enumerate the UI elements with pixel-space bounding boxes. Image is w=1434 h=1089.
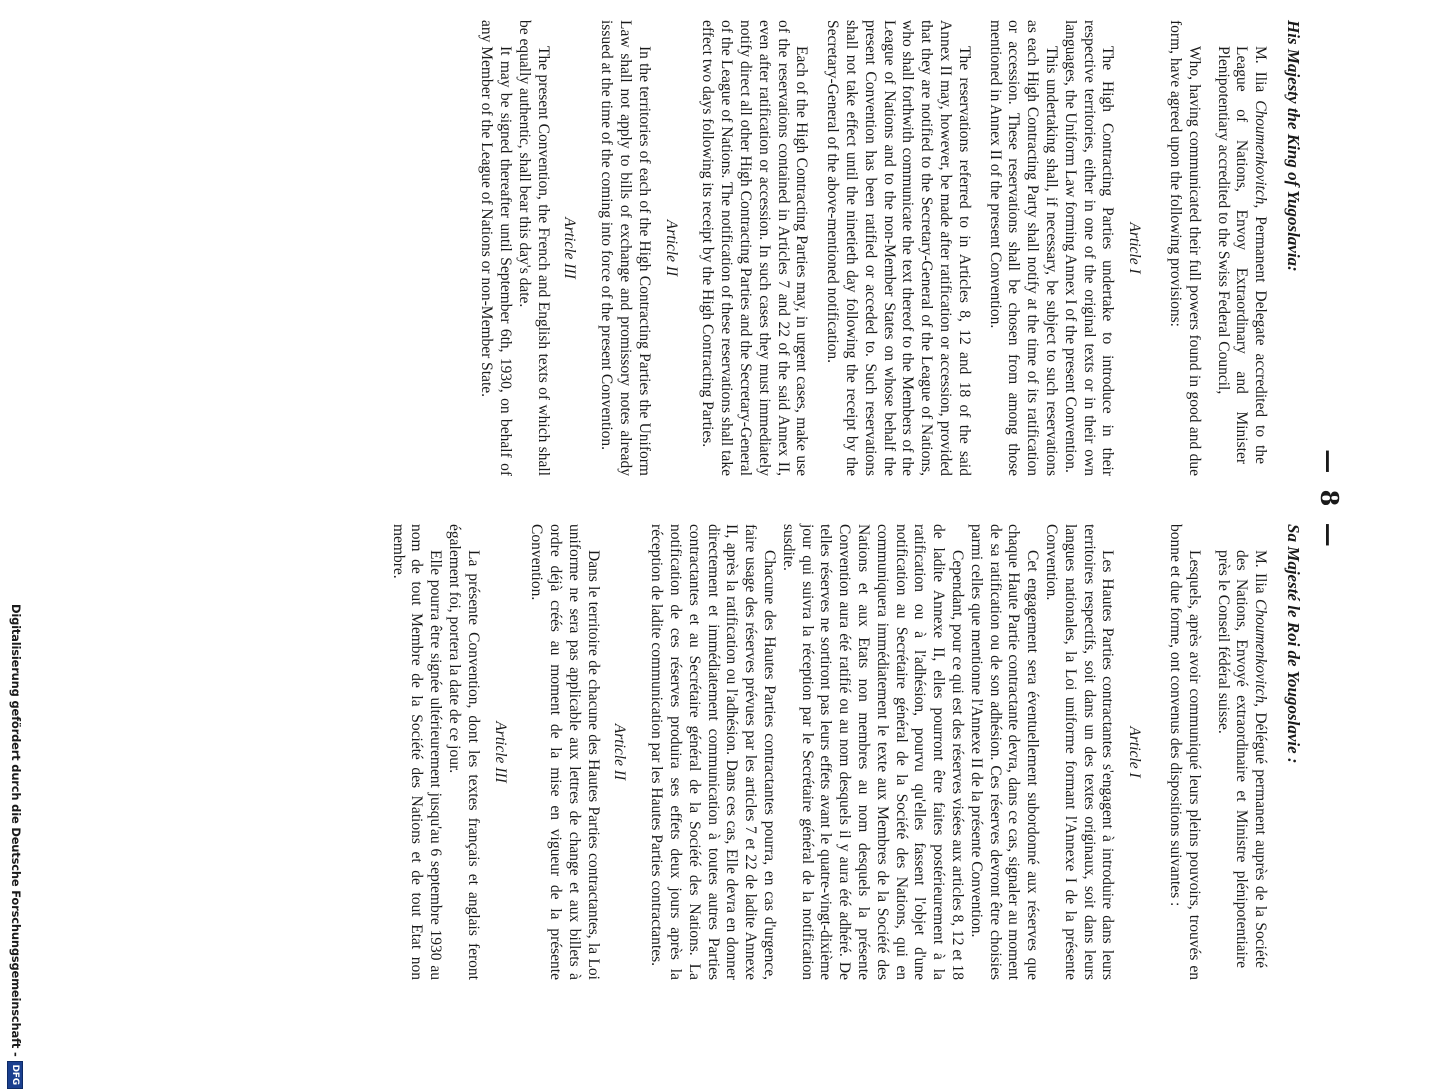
article-3-paragraph-2-en: It may be signed thereafter until September 6th, 1930, on behalf of any Member of the League of Nations or non-Member State. [478, 20, 515, 476]
delegate-name-fr: Choumenkovitch, [1252, 598, 1270, 708]
article-1-heading-en: Article I [1126, 222, 1144, 274]
delegate-en [1213, 20, 1269, 464]
sovereign-heading-en: His Majesty the King of Yugoslavia: [1284, 20, 1303, 272]
article-1-heading-fr: Article I [1126, 726, 1144, 778]
delegate-name-en: Choumenkovitch, [1252, 100, 1270, 209]
article-3-paragraph-1-en: The present Convention, the French and English texts of which shall be equally authentic, shall bear this day's date. [515, 20, 552, 476]
article-1-paragraph-4-en: Each of the High Contracting Parties may, in urgent cases, make use of the reservations contained in Articles 7 and 22 of the said Annex II, even after ratification or accession. In such cases they must immediately notify direct all other High Contracting Parties and the Secretary-General of the League of Nations. The notification of these reservations shall take effect two days following its receipt by the High Contracting Parties. [699, 20, 811, 476]
article-1-paragraph-1-en: The High Contracting Parties undertake to introduce in their respective territories, either in one of the original texts or in their own languages, the Uniform Law forming Annex I of the present Convention. [1061, 20, 1117, 476]
delegate-prefix-en: M. Ilia [1252, 46, 1270, 101]
digitization-credit-text: Digitalisierung gefördert durch die Deutsche Forschungsgemeinschaft - [9, 604, 23, 1057]
preamble-en: Who, having communicated their full powers found in good and due form, have agreed upon the following provisions: [1167, 20, 1203, 476]
dfg-logo-icon: DFG [8, 1061, 24, 1089]
article-2-heading-en: Article II [662, 219, 680, 277]
article-1-paragraph-1-fr: Les Hautes Parties contractantes s'engagent à introduire dans leurs territoires respectifs, soit dans un des textes originaux, soit dans leurs langues nationales, la Loi uniforme formant l'Annexe I de la présente Convention. [1043, 524, 1117, 980]
page-number: — 8 — [1315, 449, 1344, 551]
preamble-fr: Lesquels, après avoir communiqué leurs pleins pouvoirs, trouvés en bonne et due forme, ont convenus des dispositions suivantes : [1167, 524, 1203, 980]
article-3-paragraph-1-fr: La présente Convention, dont les textes français et anglais feront également foi, portera la date de ce jour. [445, 524, 482, 980]
delegate-fr [1213, 524, 1269, 968]
article-1-paragraph-4-fr: Chacune des Hautes Parties contractantes pourra, en cas d'urgence, faire usage des réserves prévues par les articles 7 et 22 de ladite Annexe II, après la ratification ou l'adhésion. Dans ces cas, Elle devra en donner directement et immédiatement communication à toutes autres Parties contractantes et au Secrétaire général de la Société des Nations. La notification de ces réserves produira ses effets deux jours après la réception de ladite communication par les Hautes Parties contractantes. [648, 524, 779, 980]
delegate-title-en: Permanent Delegate accredited to the League of Nations, Envoy Extraordinary and Minister Plenipotentiary accredited to the Swiss Federal Council, [1214, 46, 1270, 464]
article-1-paragraph-3-en: The reservations referred to in Articles 8, 12 and 18 of the said Annex II may, however, be made after ratification or accession, provided that they are notified to the Secretary-General of the League of Nations, who shall forthwith communicate the text thereof to the Members of the League of Nations and to the non-Member States on whose behalf the present Convention has been ratified or acceded to. Such reservations shall not take effect until the ninetieth day following the receipt by the Secretary-General of the above-mentioned notification. [824, 20, 973, 476]
delegate-prefix-fr: M. Ilia [1252, 550, 1270, 599]
article-1-paragraph-3-fr: Cependant, pour ce qui est des réserves visées aux articles 8, 12 et 18 de ladite Annexe II, elles pourront être faites postérieurement à la ratification ou à l'adhésion, pourvu qu'elles fassent l'objet d'une notification au Secrétaire général de la Société des Nations, qui en communiquera immédiatement le texte aux Membres de la Société des Nations et aux Etats non membres au nom desquels la présente Convention aura été ratifié ou au nom desquels il y aura été adhéré. De telles réserves ne sortiront pas leurs effets avant le quatre-vingt-dixième jour qui suivra la réception par le Secrétaire général de la notification susdite. [779, 524, 967, 980]
article-3-paragraph-2-fr: Elle pourra être signée ultérieurement jusqu'au 6 septembre 1930 au nom de tout Membre de la Société des Nations et de tout Etat non membre. [389, 524, 445, 980]
article-2-paragraph-1-en: In the territories of each of the High Contracting Parties the Uniform Law shall not apply to bills of exchange and promissory notes already issued at the time of the coming into force of the present Convention. [598, 20, 653, 476]
article-3-heading-fr: Article III [491, 721, 509, 783]
article-2-heading-fr: Article II [611, 723, 629, 781]
english-column [477, 20, 1302, 476]
article-2-paragraph-1-fr: Dans le territoire de chacune des Hautes Parties contractantes, la Loi uniforme ne sera pas applicable aux lettres de change et aux billets à ordre déjà créés au moment de la mise en vigueur de la présente Convention. [528, 524, 602, 980]
delegate-title-fr: Délégué permanent auprès de la Société des Nations, Envoyé extraordinaire et Ministre plénipotentiaire près le Conseil fédéral suisse. [1214, 550, 1270, 968]
sovereign-heading-fr: Sa Majesté le Roi de Yougoslavie : [1284, 524, 1303, 764]
french-column [388, 524, 1302, 980]
article-1-paragraph-2-fr: Cet engagement sera éventuellement subordonné aux réserves que chaque Haute Partie contractante devra, dans ce cas, signaler au moment de sa ratification ou de son adhésion. Ces réserves devront être choisies parmi celles que mentionne l'Annexe II de la présente Convention. [967, 524, 1042, 980]
article-3-heading-en: Article III [561, 217, 579, 279]
article-1-paragraph-2-en: This undertaking shall, if necessary, be subject to such reservations as each High Contracting Party shall notify at the time of its ratification or accession. These reservations shall be chosen from among those mentioned in Annex II of the present Convention. [986, 20, 1061, 476]
digitization-credit [6, 604, 26, 1085]
